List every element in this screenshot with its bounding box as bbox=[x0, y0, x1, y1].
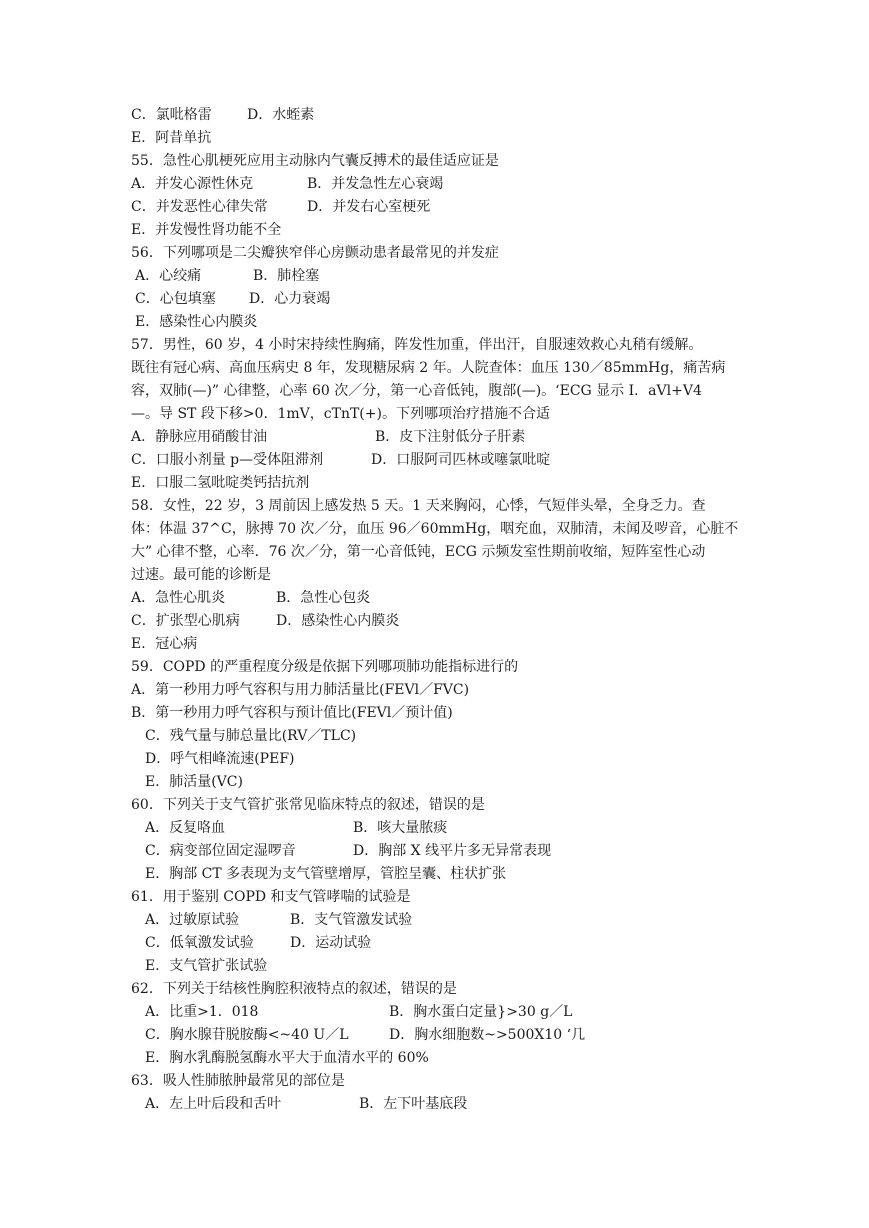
options-row bbox=[131, 1024, 781, 1047]
option-d: D．感染性心内膜炎 bbox=[276, 613, 400, 629]
option-c: C．胸水腺苷脱胺酶<~40 U／L bbox=[145, 1027, 349, 1043]
option-b: B．第一秒用力呼气容积与预计值比(FEVl／预计值) bbox=[131, 705, 453, 721]
option-b: B．胸水蛋白定量}>30 g／L bbox=[389, 1004, 573, 1020]
option-a: A．过敏原试验 bbox=[145, 912, 240, 928]
options-row bbox=[131, 426, 781, 449]
option-d: D．口服阿司匹林或噻氯吡啶 bbox=[371, 452, 551, 468]
option-c: C．口服小剂量 p—受体阻滞剂 bbox=[131, 452, 324, 468]
question-55: 55．急性心肌梗死应用主动脉内气囊反搏术的最佳适应证是 bbox=[131, 153, 499, 169]
option-a: A．静脉应用硝酸甘油 bbox=[131, 429, 268, 445]
option-e: E．胸部 CT 多表现为支气管壁增厚，管腔呈囊、柱状扩张 bbox=[145, 866, 507, 882]
exam-questions bbox=[131, 104, 781, 1116]
options-row bbox=[131, 909, 781, 932]
question-57-line: 容，双肺(—)” 心律整，心率 60 次／分，第一心音低钝，腹部(—)。‘ECG 显示 I．aVl+V4 bbox=[131, 383, 702, 399]
option-e: E．胸水乳酶脱氢酶水平大于血清水平的 60% bbox=[145, 1050, 429, 1066]
option-d: D．水蛭素 bbox=[247, 107, 315, 123]
option-b: B．并发急性左心衰竭 bbox=[307, 176, 444, 192]
option-d: D．胸部 X 线平片多无异常表现 bbox=[353, 843, 552, 859]
question-60: 60．下列关于支气管扩张常见临床特点的叙述，错误的是 bbox=[131, 797, 485, 813]
options-row bbox=[131, 587, 781, 610]
option-b: B．急性心包炎 bbox=[276, 590, 371, 606]
option-c: C．残气量与肺总量比(RV／TLC) bbox=[145, 728, 357, 744]
options-row bbox=[131, 610, 781, 633]
question-63: 63．吸人性肺脓肿最常见的部位是 bbox=[131, 1073, 345, 1089]
option-b: B．肺栓塞 bbox=[253, 268, 320, 284]
option-d: D．并发右心室梗死 bbox=[307, 199, 431, 215]
option-c: C．扩张型心肌病 bbox=[131, 613, 240, 629]
question-57-line: 57．男性，60 岁，4 小时宋持续性胸痛，阵发性加重，伴出汗，自服速效救心丸稍有缓解。 bbox=[131, 337, 703, 353]
option-c: C．病变部位固定湿啰音 bbox=[145, 843, 296, 859]
option-a: A．反复咯血 bbox=[145, 820, 226, 836]
option-a: A．并发心源性休克 bbox=[131, 176, 254, 192]
question-61: 61．用于鉴别 COPD 和支气管哮喘的试验是 bbox=[131, 889, 411, 905]
option-a: A．急性心肌炎 bbox=[131, 590, 226, 606]
option-e: E．肺活量(VC) bbox=[145, 774, 243, 790]
option-a: A．左上叶后段和舌叶 bbox=[145, 1096, 282, 1112]
option-e: E．支气管扩张试验 bbox=[145, 958, 268, 974]
question-57-line: —。导 ST 段下移>0．1mV，cTnT(+)。下列哪项治疗措施不合适 bbox=[131, 406, 550, 422]
option-b: B．咳大量脓痰 bbox=[353, 820, 448, 836]
options-row bbox=[131, 196, 781, 219]
option-c: C．并发恶性心律失常 bbox=[131, 199, 268, 215]
option-d: D．心力衰竭 bbox=[249, 291, 331, 307]
option-c: C．低氧激发试验 bbox=[145, 935, 254, 951]
option-a: A．比重>1．018 bbox=[145, 1004, 259, 1020]
question-57-line: 既往有冠心病、高血压病史 8 年，发现糖尿病 2 年。人院查体：血压 130／85mmHg，痛苦病 bbox=[131, 360, 726, 376]
options-row bbox=[131, 173, 781, 196]
options-row bbox=[131, 817, 781, 840]
option-b: B．支气管激发试验 bbox=[290, 912, 413, 928]
option-b: B．皮下注射低分子肝素 bbox=[375, 429, 526, 445]
options-row bbox=[131, 288, 781, 311]
question-58-line: 58．女性，22 岁，3 周前因上感发热 5 天。1 天来胸闷，心悸，气短伴头晕，全身乏力。查 bbox=[131, 498, 706, 514]
question-58-line: 过速。最可能的诊断是 bbox=[131, 567, 271, 583]
option-d: D．运动试验 bbox=[290, 935, 372, 951]
options-row bbox=[131, 104, 781, 127]
option-b: B．左下叶基底段 bbox=[359, 1096, 468, 1112]
options-row bbox=[131, 1093, 781, 1116]
option-e: E．阿昔单抗 bbox=[131, 130, 212, 146]
question-59: 59．COPD 的严重程度分级是依据下列哪项肺功能指标进行的 bbox=[131, 659, 519, 675]
options-row bbox=[131, 265, 781, 288]
option-e: E．并发慢性肾功能不全 bbox=[131, 222, 282, 238]
options-row bbox=[131, 932, 781, 955]
option-a: A．心绞痛 bbox=[135, 268, 202, 284]
question-58-line: 大” 心律不整，心率．76 次／分，第一心音低钝，ECG 示频发室性期前收缩，短阵室性心动 bbox=[131, 544, 706, 560]
option-d: D．胸水细胞数~>500X10 ‘几 bbox=[389, 1027, 586, 1043]
question-56: 56．下列哪项是二尖瓣狭窄伴心房颤动患者最常见的并发症 bbox=[131, 245, 499, 261]
option-c: C．氯吡格雷 bbox=[131, 107, 212, 123]
question-62: 62．下列关于结核性胸腔积液特点的叙述，错误的是 bbox=[131, 981, 457, 997]
option-e: E．口服二氢吡啶类钙拮抗剂 bbox=[131, 475, 310, 491]
options-row bbox=[131, 449, 781, 472]
option-a: A．第一秒用力呼气容积与用力肺活量比(FEVl／FVC) bbox=[131, 682, 470, 698]
option-e: E．感染性心内膜炎 bbox=[135, 314, 258, 330]
options-row bbox=[131, 840, 781, 863]
options-row bbox=[131, 1001, 781, 1024]
option-e: E．冠心病 bbox=[131, 636, 198, 652]
option-d: D．呼气相峰流速(PEF) bbox=[145, 751, 295, 767]
option-c: C．心包填塞 bbox=[135, 291, 216, 307]
question-58-line: 体：体温 37^C，脉搏 70 次／分，血压 96／60mmHg，咽充血，双肺清，未闻及哕音，心脏不 bbox=[131, 521, 739, 537]
